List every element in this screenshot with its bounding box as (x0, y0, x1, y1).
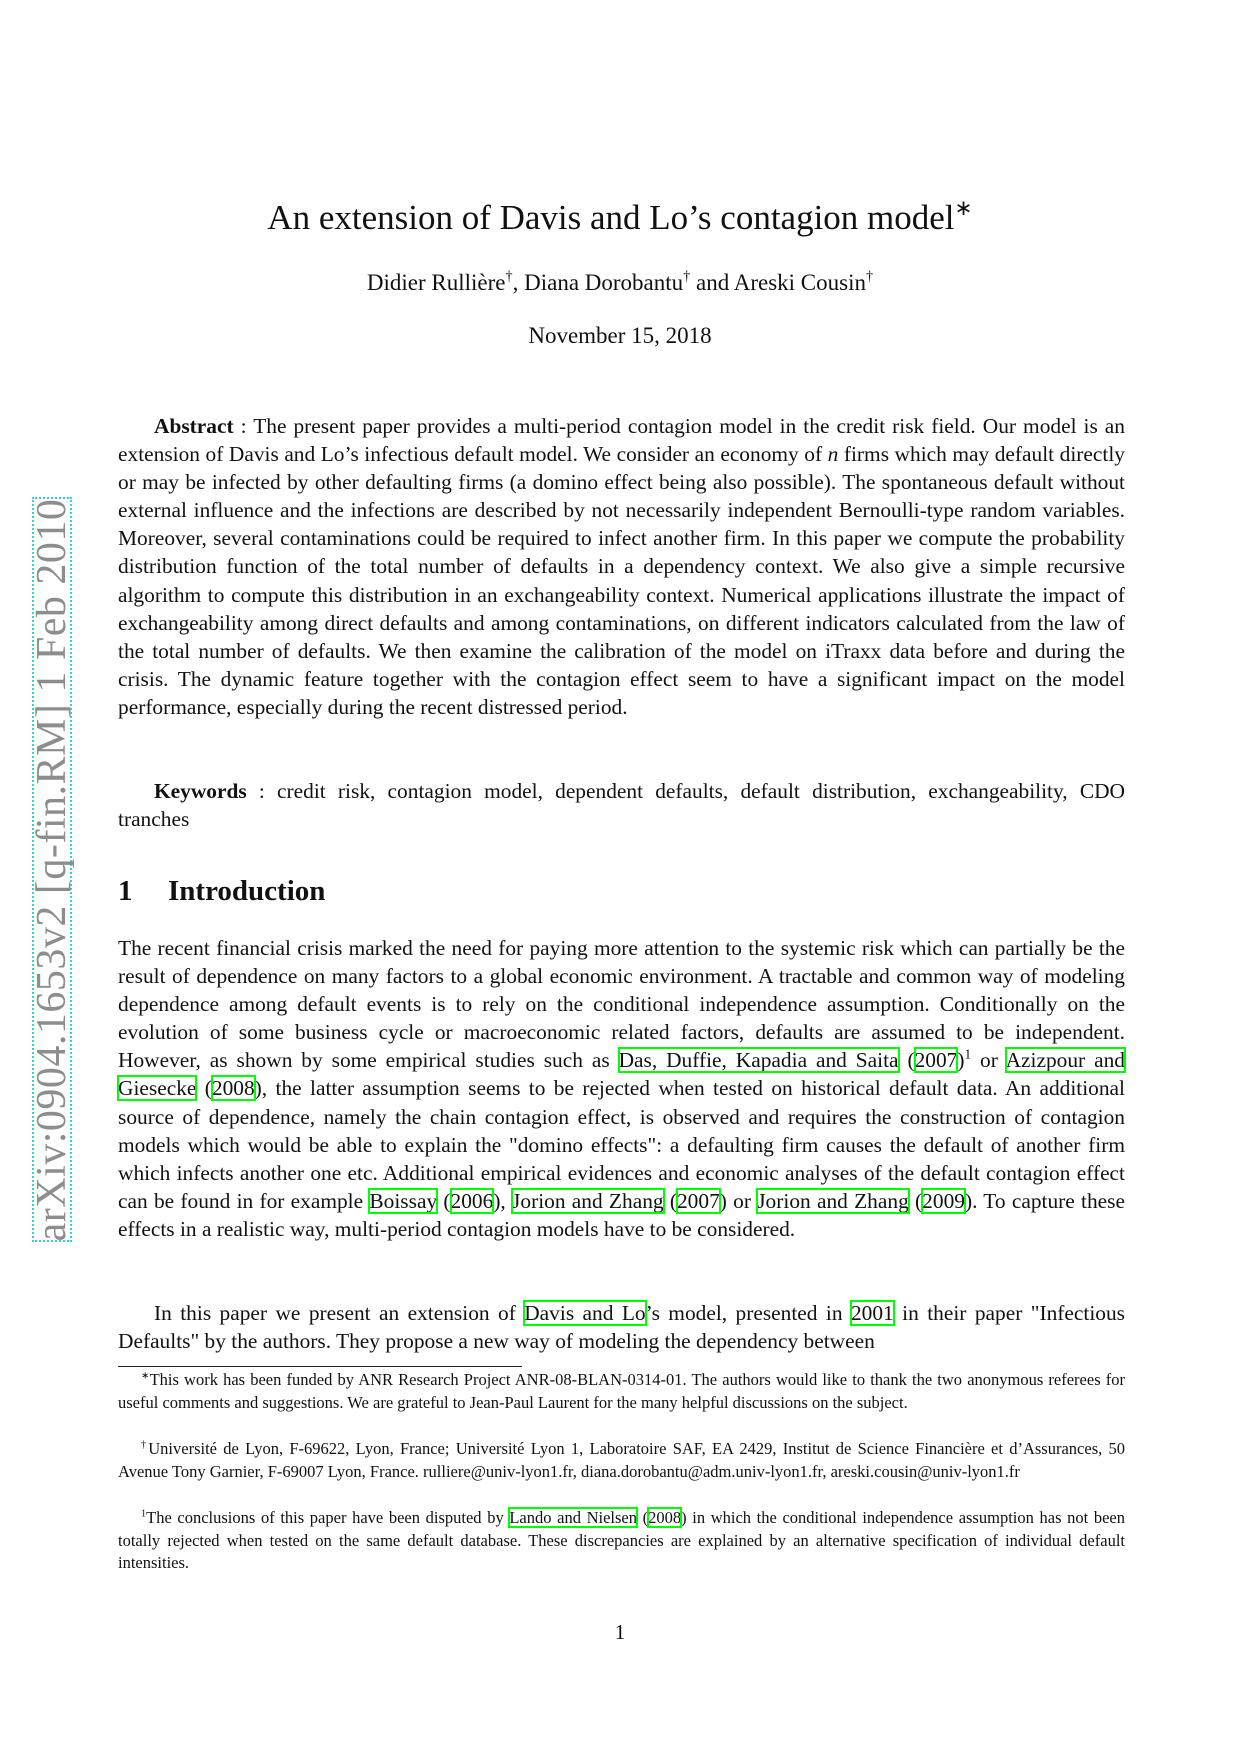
footnote-mark: 1 (141, 1508, 147, 1520)
keywords-text: credit risk, contagion model, dependent defaults, default distribution, exchangeability, CDO tranches (118, 779, 1125, 832)
author-affiliation-mark[interactable]: † (505, 268, 513, 285)
citation-year-link[interactable]: 2006 (450, 1188, 494, 1213)
paragraph-text: ( (437, 1188, 451, 1213)
abstract-separator: : (233, 414, 254, 438)
citation-link[interactable]: Boissay (369, 1188, 438, 1213)
author-separator: , (512, 270, 525, 295)
footnote-text: ( (636, 1508, 649, 1527)
paragraph-text: ), (493, 1188, 513, 1213)
citation-year-link[interactable]: 2001 (850, 1301, 894, 1325)
author-name: Didier Rullière (366, 270, 506, 295)
paper-title-text: An extension of Davis and Lo’s contagion model (267, 198, 955, 237)
title-footnote-mark[interactable]: ∗ (954, 195, 973, 220)
section-number: 1 (118, 875, 133, 907)
paragraph-text: ) or (719, 1188, 758, 1213)
footnote-mark: † (141, 1439, 149, 1451)
author-affiliation-mark[interactable]: † (683, 268, 691, 285)
paragraph-text: ) (957, 1048, 965, 1073)
paper-date: November 15, 2018 (528, 323, 712, 348)
citation-link[interactable]: Davis and Lo (524, 1301, 646, 1325)
paragraph-text: ), the latter assumption seems to be rejected when tested on historical default data. An additional source of dependence, namely the chain contagion effect, is observed and requires the construction of contagion models which would be able to explain the "domino effects": a defaulting firm causes the default of another firm which infects another one etc. Additional empirical evidences and economic analyses of the default contagion effect can be found in for example (118, 1076, 1125, 1213)
arxiv-identifier-text: arXiv:0904.1653v2 [q-fin.RM] 1 Feb 2010 (29, 498, 75, 1241)
footnote-text: ) in which the conditional independence assumption has not been totally rejected when tested on the same default database. These discrepancies are explained by an alternative specification of individual default intensities. (118, 1508, 1125, 1572)
abstract-text: The present paper provides a multi-period contagion model in the credit risk field. Our model is an extension of Davis and Lo’s infectious default model. We consider an economy of (118, 414, 1125, 467)
footnote-funding (118, 1369, 1125, 1414)
introduction-paragraph-1 (118, 934, 1125, 1243)
page-number: 1 (614, 1620, 626, 1644)
paragraph-text: ( (898, 1048, 915, 1073)
section-title: Introduction (168, 875, 326, 907)
section-heading-introduction (118, 875, 325, 908)
citation-year-link[interactable]: 2007 (676, 1188, 720, 1213)
paragraph-text: In this paper we present an extension of (154, 1301, 525, 1325)
citation-year-link[interactable]: 2009 (922, 1188, 965, 1213)
footnote-affiliation (118, 1438, 1125, 1483)
citation-link[interactable]: Azizpour and Giesecke (118, 1048, 1125, 1101)
citation-link[interactable]: Lando and Nielsen (509, 1508, 637, 1527)
citation-year-link[interactable]: 2008 (648, 1508, 682, 1527)
abstract-label: Abstract (154, 414, 234, 438)
paragraph-text: The recent financial crisis marked the need for paying more attention to the systemic risk which can partially be the result of dependence on many factors to a global economic environment. A tractable and common way of modeling dependence among default events is to rely on the conditional independence assumption. Conditionally on the evolution of some business cycle or macroeconomic related factors, defaults are assumed to be independent. However, as shown by some empirical studies such as (118, 936, 1125, 1073)
paragraph-text: ). To capture these effects in a realistic way, multi-period contagion models have to be considered. (118, 1188, 1125, 1241)
citation-link[interactable]: Das, Duffie, Kapadia and Saita (618, 1048, 899, 1073)
citation-link[interactable]: Jorion and Zhang (757, 1188, 909, 1213)
math-variable-n: n (827, 442, 839, 467)
introduction-paragraph-2 (118, 1299, 1125, 1355)
keywords-label: Keywords (154, 779, 247, 803)
paragraph-text: ( (908, 1188, 923, 1213)
citation-year-link[interactable]: 2008 (211, 1076, 255, 1101)
arxiv-identifier-stamp (29, 497, 75, 1242)
footnote-mark[interactable]: 1 (964, 1046, 972, 1062)
abstract-text: firms which may default directly or may be infected by other defaulting firms (a domino effect being also possible). The spontaneous default without external influence and the infections are described by not necessarily independent Bernoulli-type random variables. Moreover, several contaminations could be required to infect another firm. In this paper we compute the probability distribution function of the total number of defaults in a dependency context. We also give a simple recursive algorithm to compute this distribution in an exchangeability context. Numerical applications illustrate the impact of exchangeability among direct defaults and among contaminations, on different indicators calculated from the law of the total number of defaults. We then examine the calibration of the model on iTraxx data before and during the crisis. The dynamic feature together with the contagion effect seem to have a significant impact on the model performance, especially during the recent distressed period. (118, 442, 1125, 719)
paper-title (0, 195, 1240, 238)
keywords-paragraph (118, 777, 1125, 833)
footnote-mark: ∗ (141, 1370, 150, 1382)
footnote-text: Université de Lyon, F-69622, Lyon, France; Université Lyon 1, Laboratoire SAF, EA 2429, Institut de Science Financière et d’Assurances, 50 Avenue Tony Garnier, F-69007 Lyon, France. rulliere@univ-lyon1.fr, diana.dorobantu@adm.univ-lyon1.fr, areski.cousin@univ-lyon1.fr (118, 1439, 1125, 1481)
keywords-separator: : (246, 779, 278, 803)
footnote-text: The conclusions of this paper have been disputed by (146, 1508, 510, 1527)
author-name: Areski Cousin (733, 270, 866, 295)
footnote-text: This work has been funded by ANR Research Project ANR-08-BLAN-0314-01. The authors would like to thank the two anonymous referees for useful comments and suggestions. We are grateful to Jean-Paul Laurent for the many helpful discussions on the subject. (118, 1370, 1125, 1412)
citation-year-link[interactable]: 2007 (914, 1048, 958, 1073)
paragraph-text: in their paper "Infectious Defaults" by the authors. They propose a new way of modeling the dependency between (118, 1301, 1126, 1354)
abstract-paragraph (118, 412, 1125, 721)
author-affiliation-mark[interactable]: † (865, 268, 874, 285)
author-separator: and (690, 270, 734, 295)
paragraph-text: ( (196, 1076, 212, 1101)
paragraph-text: ’s model, presented in (645, 1301, 851, 1325)
footnote-1 (118, 1507, 1125, 1575)
footnote-divider (118, 1366, 522, 1367)
author-name: Diana Dorobantu (524, 270, 684, 295)
citation-link[interactable]: Jorion and Zhang (512, 1188, 664, 1213)
paragraph-text: or (971, 1048, 1006, 1073)
paragraph-text: ( (663, 1188, 677, 1213)
author-list (0, 270, 1240, 296)
